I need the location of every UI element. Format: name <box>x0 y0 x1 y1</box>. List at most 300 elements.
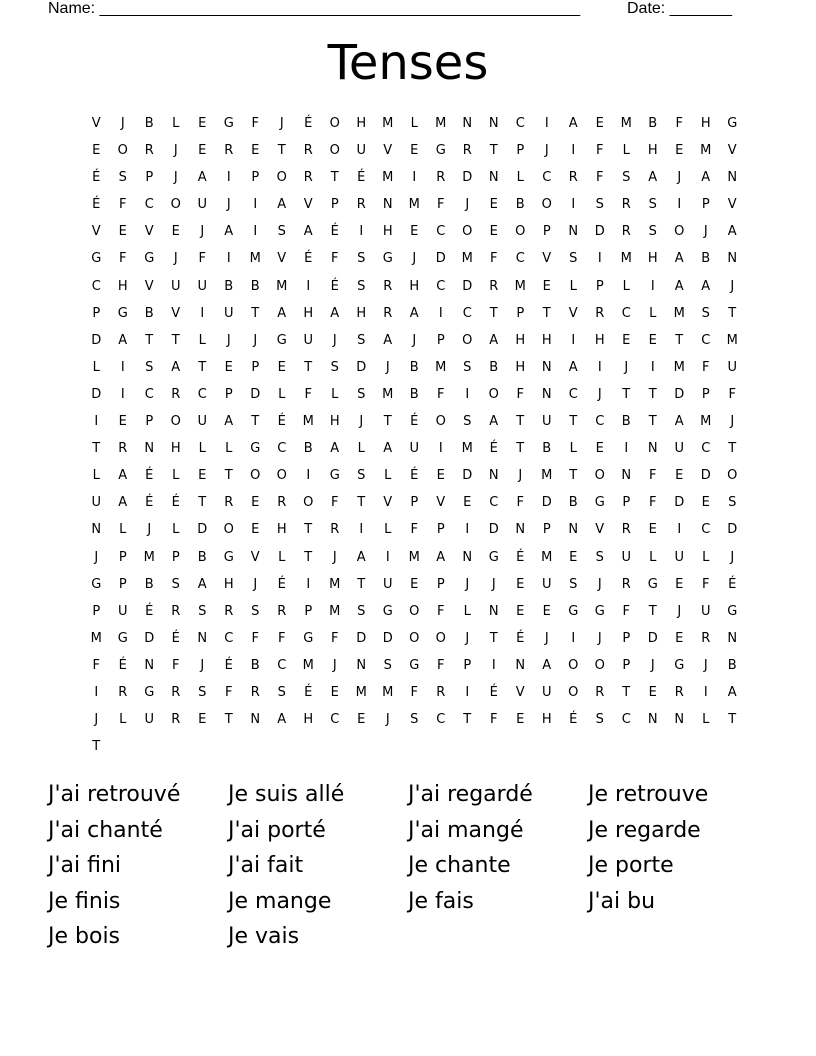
grid-letter: É <box>92 170 101 186</box>
grid-letter: T <box>304 549 313 565</box>
grid-letter: L <box>569 278 577 294</box>
grid-letter: G <box>647 576 658 592</box>
grid-letter: S <box>569 251 578 267</box>
grid-letter: U <box>409 441 419 457</box>
grid-letter: L <box>516 170 524 186</box>
grid-letter: L <box>384 468 392 484</box>
grid-letter: H <box>117 278 128 294</box>
grid-letter: G <box>303 630 314 646</box>
grid-letter: M <box>461 441 473 457</box>
grid-letter: R <box>595 305 605 321</box>
grid-letter: N <box>250 712 261 728</box>
grid-letter: E <box>542 278 551 294</box>
grid-letter: G <box>382 603 393 619</box>
grid-letter: T <box>516 441 525 457</box>
grid-letter: T <box>330 170 339 186</box>
grid-letter: E <box>622 332 631 348</box>
grid-letter: G <box>488 549 499 565</box>
grid-letter: E <box>410 143 419 159</box>
grid-letter: A <box>701 170 711 186</box>
grid-letter: B <box>303 441 313 457</box>
grid-letter: P <box>622 657 631 673</box>
grid-letter: U <box>170 278 181 294</box>
grid-letter: F <box>278 630 286 646</box>
grid-letter: F <box>649 495 657 511</box>
grid-letter: H <box>356 305 367 321</box>
word-list-item: Je mange <box>228 888 332 914</box>
grid-letter: V <box>303 197 313 213</box>
grid-letter: B <box>144 305 154 321</box>
grid-letter: D <box>382 630 393 646</box>
grid-letter: T <box>516 414 525 430</box>
grid-letter: T <box>728 305 737 321</box>
grid-letter: E <box>410 576 419 592</box>
grid-letter: F <box>490 712 498 728</box>
grid-letter: M <box>408 549 420 565</box>
grid-letter: S <box>648 197 657 213</box>
grid-letter: J <box>544 143 549 159</box>
grid-letter: T <box>489 630 498 646</box>
grid-letter: T <box>145 332 154 348</box>
grid-letter: P <box>145 170 154 186</box>
grid-letter: É <box>304 116 313 131</box>
grid-letter: É <box>489 684 498 700</box>
grid-letter: S <box>648 224 657 240</box>
grid-letter: A <box>277 305 287 321</box>
grid-letter: G <box>435 143 446 159</box>
grid-letter: M <box>700 414 712 430</box>
word-list-item: J'ai fait <box>228 853 304 878</box>
grid-letter: U <box>382 576 393 592</box>
grid-letter: M <box>329 603 341 619</box>
grid-letter: D <box>462 278 473 294</box>
grid-letter: G <box>117 630 128 646</box>
grid-letter: I <box>94 684 99 700</box>
grid-letter: N <box>568 224 579 240</box>
grid-letter: B <box>409 386 419 402</box>
grid-letter: M <box>435 116 447 131</box>
grid-letter: L <box>649 549 657 565</box>
grid-letter: N <box>462 549 473 565</box>
grid-letter: G <box>727 116 738 131</box>
grid-letter: F <box>596 143 604 159</box>
grid-letter: J <box>730 278 735 294</box>
grid-letter: R <box>303 143 313 159</box>
grid-letter: T <box>728 441 737 457</box>
grid-letter: R <box>171 712 181 728</box>
grid-letter: M <box>700 143 712 159</box>
grid-letter: A <box>674 278 684 294</box>
grid-letter: G <box>276 332 287 348</box>
word-list-item: Je fais <box>408 888 474 914</box>
grid-letter: T <box>542 305 551 321</box>
grid-letter: V <box>144 224 154 240</box>
grid-letter: S <box>145 359 154 375</box>
grid-letter: A <box>197 576 207 592</box>
grid-letter: R <box>621 224 631 240</box>
grid-letter: O <box>727 468 738 484</box>
grid-letter: I <box>465 386 470 402</box>
grid-letter: É <box>304 684 313 700</box>
grid-letter: J <box>359 414 364 430</box>
grid-letter: L <box>198 332 206 348</box>
grid-letter: T <box>489 143 498 159</box>
grid-letter: J <box>597 576 602 592</box>
grid-letter: D <box>727 522 738 538</box>
grid-letter: G <box>674 657 685 673</box>
grid-letter: I <box>597 251 602 267</box>
grid-letter: T <box>251 305 260 321</box>
grid-letter: T <box>622 386 631 402</box>
grid-letter: P <box>251 359 260 375</box>
grid-letter: S <box>728 495 737 511</box>
grid-letter: P <box>463 657 472 673</box>
grid-letter: F <box>622 603 630 619</box>
grid-letter: N <box>197 630 208 646</box>
grid-letter: E <box>436 468 445 484</box>
grid-letter: U <box>541 414 552 430</box>
grid-letter: P <box>251 170 260 186</box>
grid-letter: T <box>622 684 631 700</box>
grid-letter: U <box>621 549 631 565</box>
grid-letter: J <box>94 549 99 565</box>
grid-letter: L <box>278 549 286 565</box>
grid-letter: C <box>568 386 578 402</box>
grid-letter: I <box>359 522 364 538</box>
grid-letter: T <box>675 332 684 348</box>
grid-letter: B <box>224 278 234 294</box>
grid-letter: C <box>144 386 154 402</box>
grid-letter: O <box>329 143 340 159</box>
grid-letter: H <box>647 143 658 159</box>
grid-letter: P <box>436 522 445 538</box>
grid-letter: R <box>568 170 578 186</box>
grid-letter: J <box>703 224 708 240</box>
grid-letter: R <box>224 603 234 619</box>
grid-letter: N <box>727 630 738 646</box>
grid-letter: R <box>462 143 472 159</box>
grid-letter: É <box>171 630 180 646</box>
grid-letter: E <box>251 522 260 538</box>
grid-letter: C <box>621 712 631 728</box>
grid-letter: O <box>303 495 314 511</box>
grid-letter: S <box>357 468 366 484</box>
grid-letter: V <box>383 143 393 159</box>
grid-letter: I <box>438 305 443 321</box>
grid-letter: D <box>356 630 367 646</box>
grid-letter: P <box>118 549 127 565</box>
grid-letter: P <box>92 305 101 321</box>
grid-letter: E <box>198 143 207 159</box>
grid-letter: I <box>677 197 682 213</box>
grid-letter: N <box>488 468 499 484</box>
grid-letter: U <box>197 197 207 213</box>
grid-letter: I <box>412 170 417 186</box>
word-search-grid <box>83 114 746 764</box>
grid-letter: L <box>278 386 286 402</box>
grid-letter: P <box>516 305 525 321</box>
grid-letter: R <box>621 197 631 213</box>
word-list-item: Je bois <box>48 924 121 949</box>
grid-letter: S <box>198 684 207 700</box>
grid-letter: P <box>701 386 710 402</box>
grid-letter: J <box>147 522 152 538</box>
grid-letter: F <box>437 603 445 619</box>
grid-letter: M <box>382 684 394 700</box>
grid-letter: E <box>648 522 657 538</box>
grid-letter: H <box>541 712 552 728</box>
grid-letter: V <box>383 495 393 511</box>
grid-letter: R <box>118 441 128 457</box>
grid-letter: O <box>568 657 579 673</box>
grid-letter: S <box>463 359 472 375</box>
grid-letter: A <box>436 549 446 565</box>
grid-letter: I <box>253 224 258 240</box>
grid-letter: G <box>144 684 155 700</box>
grid-letter: T <box>251 414 260 430</box>
grid-letter: B <box>489 359 499 375</box>
grid-letter: I <box>306 468 311 484</box>
grid-letter: J <box>677 170 682 186</box>
grid-letter: T <box>198 495 207 511</box>
grid-letter: T <box>648 386 657 402</box>
grid-letter: E <box>675 468 684 484</box>
grid-letter: V <box>727 143 737 159</box>
word-list-item: J'ai mangé <box>408 817 524 843</box>
grid-letter: É <box>410 468 419 484</box>
grid-letter: S <box>383 657 392 673</box>
grid-letter: E <box>118 414 127 430</box>
grid-letter: S <box>357 603 366 619</box>
grid-letter: S <box>330 359 339 375</box>
grid-letter: L <box>172 468 180 484</box>
grid-letter: T <box>489 305 498 321</box>
grid-letter: J <box>120 116 125 131</box>
grid-letter: N <box>91 522 102 538</box>
grid-letter: J <box>200 657 205 673</box>
grid-letter: D <box>647 630 658 646</box>
grid-letter: I <box>94 414 99 430</box>
grid-letter: S <box>277 684 286 700</box>
grid-letter: V <box>144 278 154 294</box>
grid-letter: M <box>514 278 526 294</box>
grid-letter: N <box>541 386 552 402</box>
grid-letter: P <box>622 630 631 646</box>
grid-letter: B <box>250 657 260 673</box>
grid-letter: T <box>357 576 366 592</box>
grid-letter: F <box>331 630 339 646</box>
grid-letter: H <box>409 278 420 294</box>
grid-letter: F <box>728 386 736 402</box>
grid-letter: I <box>571 143 576 159</box>
grid-letter: R <box>330 522 340 538</box>
grid-letter: U <box>541 576 552 592</box>
grid-letter: E <box>92 143 101 159</box>
grid-letter: M <box>726 332 738 348</box>
grid-letter: C <box>91 278 101 294</box>
grid-letter: A <box>224 414 234 430</box>
grid-letter: N <box>144 441 155 457</box>
grid-letter: U <box>223 305 234 321</box>
grid-letter: P <box>92 603 101 619</box>
grid-letter: H <box>541 332 552 348</box>
grid-letter: S <box>118 170 127 186</box>
grid-letter: P <box>436 332 445 348</box>
grid-letter: I <box>650 278 655 294</box>
grid-letter: M <box>143 549 155 565</box>
grid-letter: E <box>251 143 260 159</box>
grid-letter: M <box>382 116 394 131</box>
grid-letter: É <box>569 712 578 728</box>
grid-letter: A <box>197 170 207 186</box>
grid-letter: A <box>648 170 658 186</box>
grid-letter: I <box>544 116 549 131</box>
grid-letter: I <box>703 684 708 700</box>
word-list-item: Je porte <box>588 853 674 878</box>
grid-letter: P <box>701 197 710 213</box>
grid-letter: N <box>515 657 526 673</box>
grid-letter: P <box>542 224 551 240</box>
grid-letter: A <box>674 414 684 430</box>
grid-letter: P <box>622 495 631 511</box>
grid-letter: U <box>197 278 207 294</box>
grid-letter: R <box>595 684 605 700</box>
grid-letter: M <box>249 251 261 267</box>
grid-letter: C <box>330 712 340 728</box>
grid-letter: S <box>595 712 604 728</box>
grid-letter: E <box>595 116 604 131</box>
grid-letter: I <box>226 170 231 186</box>
grid-letter: J <box>677 603 682 619</box>
grid-letter: L <box>119 712 127 728</box>
grid-letter: V <box>91 224 101 240</box>
grid-letter: O <box>409 603 420 619</box>
grid-letter: V <box>91 116 101 131</box>
grid-letter: R <box>621 576 631 592</box>
grid-letter: T <box>569 468 578 484</box>
grid-letter: M <box>382 386 394 402</box>
name-field: Name: ______________________________________________________ <box>48 0 581 17</box>
grid-letter: H <box>515 332 526 348</box>
grid-letter: É <box>145 468 154 484</box>
grid-letter: N <box>488 170 499 186</box>
grid-letter: S <box>410 712 419 728</box>
grid-letter: F <box>119 251 127 267</box>
grid-letter: C <box>224 630 234 646</box>
grid-letter: I <box>120 359 125 375</box>
grid-letter: N <box>727 170 738 186</box>
grid-letter: O <box>462 224 473 240</box>
grid-letter: J <box>173 251 178 267</box>
worksheet-header <box>48 0 748 20</box>
grid-letter: I <box>200 305 205 321</box>
grid-letter: B <box>701 251 711 267</box>
grid-letter: H <box>515 359 526 375</box>
grid-letter: J <box>226 197 231 213</box>
grid-letter: I <box>120 386 125 402</box>
grid-letter: I <box>624 441 629 457</box>
grid-letter: M <box>302 657 314 673</box>
grid-letter: N <box>541 359 552 375</box>
grid-letter: M <box>673 305 685 321</box>
grid-letter: R <box>250 684 260 700</box>
grid-letter: F <box>92 657 100 673</box>
grid-letter: A <box>303 224 313 240</box>
grid-letter: H <box>382 224 393 240</box>
grid-letter: U <box>541 684 552 700</box>
grid-letter: E <box>357 712 366 728</box>
grid-letter: D <box>462 170 473 186</box>
grid-letter: N <box>727 251 738 267</box>
grid-letter: R <box>436 684 446 700</box>
grid-letter: E <box>118 224 127 240</box>
grid-letter: É <box>224 657 233 673</box>
grid-letter: A <box>277 197 287 213</box>
grid-letter: F <box>331 251 339 267</box>
grid-letter: N <box>647 712 658 728</box>
grid-letter: L <box>357 441 365 457</box>
grid-letter: L <box>702 549 710 565</box>
grid-letter: S <box>198 603 207 619</box>
grid-letter: T <box>304 359 313 375</box>
grid-letter: P <box>304 603 313 619</box>
grid-letter: M <box>276 278 288 294</box>
grid-letter: E <box>516 603 525 619</box>
grid-letter: P <box>224 386 233 402</box>
grid-letter: J <box>597 386 602 402</box>
grid-letter: A <box>330 441 340 457</box>
grid-letter: R <box>144 143 154 159</box>
grid-letter: D <box>197 522 208 538</box>
grid-letter: I <box>465 684 470 700</box>
grid-letter: T <box>224 712 233 728</box>
grid-letter: B <box>648 116 658 131</box>
grid-letter: F <box>304 386 312 402</box>
grid-letter: O <box>250 468 261 484</box>
grid-letter: A <box>118 468 128 484</box>
grid-letter: G <box>594 603 605 619</box>
grid-letter: B <box>515 197 525 213</box>
grid-letter: C <box>462 305 472 321</box>
grid-letter: E <box>198 712 207 728</box>
grid-letter: E <box>675 630 684 646</box>
grid-letter: J <box>412 251 417 267</box>
grid-letter: F <box>410 522 418 538</box>
grid-letter: H <box>170 441 181 457</box>
grid-letter: E <box>701 495 710 511</box>
grid-letter: B <box>727 657 737 673</box>
grid-letter: I <box>359 224 364 240</box>
grid-letter: U <box>727 359 737 375</box>
word-list-item: J'ai porté <box>228 817 326 843</box>
grid-letter: D <box>356 359 367 375</box>
grid-letter: O <box>409 630 420 646</box>
grid-letter: É <box>171 495 180 511</box>
word-list <box>48 780 768 958</box>
grid-letter: L <box>92 359 100 375</box>
grid-letter: M <box>329 576 341 592</box>
grid-letter: R <box>701 630 711 646</box>
grid-letter: F <box>119 197 127 213</box>
grid-letter: J <box>279 116 284 131</box>
grid-letter: S <box>357 278 366 294</box>
grid-letter: R <box>383 305 393 321</box>
grid-letter: H <box>356 116 367 131</box>
grid-letter: G <box>144 251 155 267</box>
grid-letter: O <box>117 143 128 159</box>
grid-letter: A <box>568 359 578 375</box>
grid-letter: P <box>330 197 339 213</box>
